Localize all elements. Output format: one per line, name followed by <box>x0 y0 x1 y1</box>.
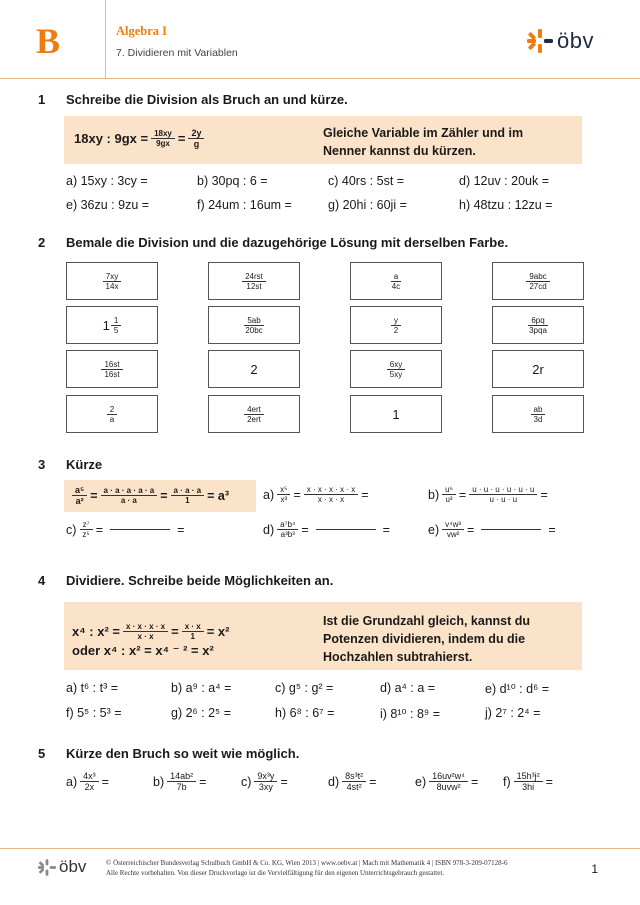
match-card[interactable]: 2 a <box>66 395 158 433</box>
task-title: Kürze den Bruch so weit wie möglich. <box>66 746 300 761</box>
example-fraction: $\frac{18xy}{9gx}$ <box>151 129 175 148</box>
logo-text: öbv <box>557 28 594 53</box>
task-number: 1 <box>38 92 46 107</box>
exercise-item: d) $\frac{\text{8s³t²}}{\text{4st²}}$ = <box>328 771 377 792</box>
task-title: Kürze <box>66 457 103 472</box>
example-result: $\frac{2y}{g}$ <box>188 128 204 149</box>
exercise-item: h) 6⁸ : 6⁷ = <box>275 706 335 720</box>
exercise-item: a) t⁶ : t³ = <box>66 681 119 695</box>
equals-sign: = <box>177 131 186 146</box>
rule-text: Gleiche Variable im Zähler und im Nenner kannst du kürzen. <box>323 126 524 158</box>
task-number: 2 <box>38 235 46 250</box>
task-number: 4 <box>38 573 46 588</box>
header-rule <box>0 78 640 79</box>
match-card[interactable]: 2r <box>492 350 584 388</box>
obv-star-icon <box>527 29 553 53</box>
exercise-item: a) 15xy : 3cy = <box>66 174 148 188</box>
match-card[interactable]: 1 <box>350 395 442 433</box>
t3-example: $\frac{\text{a⁵}}{\text{a²}}$ = $\frac{a \cdot a \cdot a \cdot a \cdot a}{a \cdot a}$ = $\frac{a \cdot a \cdot a}{1}$ = a³ <box>72 485 229 506</box>
task-number: 3 <box>38 457 46 472</box>
task-title: Bemale die Division und die dazugehörige Lösung mit derselben Farbe. <box>66 235 509 250</box>
exercise-item: e) d¹⁰ : d⁶ = <box>485 682 550 696</box>
publisher-logo <box>527 28 594 54</box>
obv-star-icon <box>38 859 56 876</box>
exercise-item: h) 48tzu : 12zu = <box>459 198 553 212</box>
exercise-item: d) 12uv : 20uk = <box>459 174 549 188</box>
exercise-item: b) $\frac{\text{14ab²}}{7b}$ = <box>153 771 207 792</box>
exercise-item: f) 5⁵ : 5³ = <box>66 706 122 720</box>
match-card[interactable]: 2 <box>208 350 300 388</box>
match-card[interactable]: ab 3d <box>492 395 584 433</box>
match-card[interactable]: 7xy 14x <box>66 262 158 300</box>
match-card[interactable]: a 4c <box>350 262 442 300</box>
footer-rule <box>0 848 640 849</box>
exercise-item: e) 16uv²w⁴ 8uvw² = <box>415 771 479 792</box>
exercise-item: b) 30pq : 6 = <box>197 174 268 188</box>
example-expression: 18xy : 9gx = <box>74 131 149 146</box>
t1-example <box>74 128 204 149</box>
header-subtitle: 7. Dividieren mit Variablen <box>116 47 238 59</box>
t4-example-line1: x⁴ : x² = $\frac{x \cdot x \cdot x \cdot x}{x \cdot x}$ = $\frac{x \cdot x}{1}$ = x² <box>72 622 230 641</box>
exercise-item: b) a⁹ : a⁴ = <box>171 681 232 695</box>
exercise-item: e) 36zu : 9zu = <box>66 198 150 212</box>
exercise-item: c) g⁵ : g² = <box>275 681 334 695</box>
exercise-item: c) $\frac{\text{z⁷}}{\text{z⁵}}$ = = <box>66 520 185 539</box>
exercise-item: c) $\frac{\text{9x³y}}{3xy}$ = <box>241 771 288 792</box>
match-card[interactable]: 9abc 27cd <box>492 262 584 300</box>
page-number: 1 <box>591 862 598 876</box>
exercise-item: d) $\frac{\text{a⁷b⁴}}{\text{a³b³}}$ = = <box>263 520 390 539</box>
exercise-item: a) $\frac{\text{4x³}}{2x}$ = <box>66 771 109 792</box>
header-letter: B <box>36 21 61 61</box>
exercise-item: d) a⁴ : a = <box>380 681 436 695</box>
rule-text: Ist die Grundzahl gleich, kannst du Potenzen dividieren, indem du die Hochzahlen subtrahierst. <box>323 614 530 664</box>
task-number: 5 <box>38 746 46 761</box>
t4-example-line2: oder x⁴ : x² = x⁴ ⁻ ² = x² <box>72 643 214 658</box>
task-title: Schreibe die Division als Bruch an und kürze. <box>66 92 348 107</box>
match-card[interactable]: 24rst 12st <box>208 262 300 300</box>
task-title: Dividiere. Schreibe beide Möglichkeiten an. <box>66 573 334 588</box>
exercise-item: f) $\frac{\text{15h³j²}}{3hi}$ = <box>503 771 553 792</box>
match-card[interactable]: 6pq 3pqa <box>492 306 584 344</box>
exercise-item: a) $\frac{\text{x⁵}}{\text{x³}}$ = $\frac{x \cdot x \cdot x \cdot x \cdot x}{x \cdot x \cdot x}$ = <box>263 485 369 504</box>
exercise-item: e) $\frac{\text{v⁴w³}}{\text{vw²}}$ = = <box>428 520 556 539</box>
exercise-item: i) 8¹⁰ : 8⁹ = <box>380 707 441 721</box>
exercise-item: j) 2⁷ : 2⁴ = <box>485 706 541 720</box>
footer-logo: öbv <box>38 857 86 877</box>
match-card[interactable]: 5ab 20bc <box>208 306 300 344</box>
match-card[interactable]: y 2 <box>350 306 442 344</box>
header-divider <box>105 0 106 78</box>
footer-copyright: © Österreichischer Bundesverlag Schulbuch GmbH & Co. KG, Wien 2013 | www.oebv.at | Mach mit Mathematik 4 | ISBN 978-3-209-07128-6 Alle Rechte vorbehalten. Von dieser Druckvorlage ist die Vervielfältigung für den eigenen Unterrichtsgebrauch gestattet. <box>106 859 508 877</box>
exercise-item: g) 20hi : 60ji = <box>328 198 407 212</box>
exercise-item: b) $\frac{\text{u⁶}}{\text{u³}}$ = $\frac{u \cdot u \cdot u \cdot u \cdot u \cdot u}{u \cdot u \cdot u}$ = <box>428 485 548 504</box>
exercise-item: f) 24um : 16um = <box>197 198 292 212</box>
match-card[interactable]: 4ert 2ert <box>208 395 300 433</box>
match-card[interactable]: 1 1 5 <box>66 306 158 344</box>
exercise-item: g) 2⁶ : 2⁵ = <box>171 706 232 720</box>
exercise-item: c) 40rs : 5st = <box>328 174 405 188</box>
match-card[interactable]: 6xy 5xy <box>350 350 442 388</box>
header-title: Algebra I <box>116 24 168 38</box>
match-card[interactable]: 16st 16st <box>66 350 158 388</box>
